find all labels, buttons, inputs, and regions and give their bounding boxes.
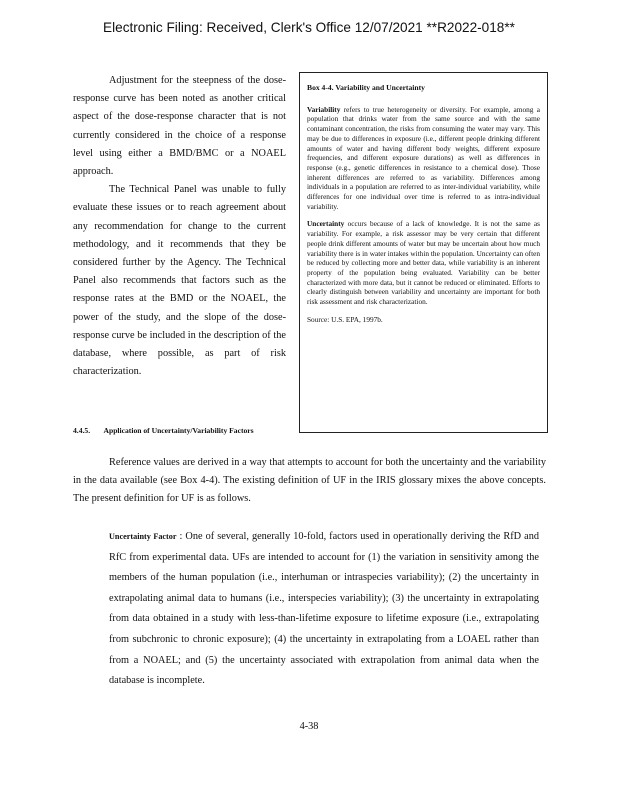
section-heading xyxy=(73,424,313,437)
uncertainty-term: Uncertainty xyxy=(307,219,345,229)
uncertainty-text: occurs because of a lack of knowledge. It is not the same as variability. For example, a risk assessor may be very certain that different people drink different amounts of water but may be uncertain about how much variability there is in water intakes within the population. Uncertainty can often be reduced by collecting more and better data, while variability is an inherent property of the population being evaluated. Variability can be better characterized with more data, but it cannot be reduced or eliminated. Efforts to clearly distinguish between variability and uncertainty are important for both risk assessment and risk characterization. xyxy=(307,219,540,307)
definition-term: Uncertainty Factor xyxy=(109,532,177,541)
definition-text: : One of several, generally 10-fold, factors used in operationally deriving the RfD and RfC from experimental data. UFs are intended to account for (1) the variation in sensitivity among the members of the human population (i.e., interhuman or intraspecies variability); (2) the uncertainty in extrapolating animal data to humans (i.e., interspecies variability); (3) the uncertainty in extrapolating from data obtained in a study with less-than-lifetime exposure to lifetime exposure (i.e., extrapolating from subchronic to chronic exposure); (4) the uncertainty in extrapolating from a LOAEL rather than from a NOAEL; and (5) the uncertainty associated with extrapolation from animal data when the database is incomplete. xyxy=(109,531,540,687)
box-uncertainty-paragraph xyxy=(307,219,540,306)
uf-definition xyxy=(109,527,539,692)
page-number: 4-38 xyxy=(299,721,319,732)
box-variability-paragraph xyxy=(307,105,540,212)
left-paragraph-2: The Technical Panel was unable to fully evaluate these issues or to reach agreement about any recommendation for change to the current methodology, and it recommends that they be considered further by the Agency. The Technical Panel also recommends that factors such as the response rates at the BMD or the NOAEL, the power of the study, and the slope of the dose-response curve be included in the description of the database, where possible, as part of risk characterization. xyxy=(73,184,286,378)
section-number: 4.4.5. xyxy=(73,426,91,435)
filing-header: Electronic Filing: Received, Clerk's Office 12/07/2021 **R2022-018** xyxy=(103,20,515,35)
body-paragraph: Reference values are derived in a way that attempts to account for both the uncertainty and the variability in the data available (see Box 4-4). The existing definition of UF in the IRIS glossary mixes the above concepts. The present definition for UF is as follows. xyxy=(73,457,546,505)
left-column xyxy=(73,72,286,381)
section-title: Application of Uncertainty/Variability Factors xyxy=(103,426,254,435)
body-text xyxy=(73,454,546,509)
box-source: Source: U.S. EPA, 1997b. xyxy=(307,314,383,324)
variability-term: Variability xyxy=(307,104,341,114)
box-title: Box 4-4. Variability and Uncertainty xyxy=(307,83,425,92)
box-variability-uncertainty xyxy=(299,72,548,433)
left-paragraph-1: Adjustment for the steepness of the dose-response curve has been noted as another critical aspect of the dose-response character that is not currently considered in the choice of a response level using either a BMD/BMC or a NOAEL approach. xyxy=(73,75,286,178)
variability-text: refers to true heterogeneity or diversity. For example, among a population that drinks water from the same source and with the same contaminant concentration, the risks from consuming the water may vary. This may be due to differences in exposure (i.e., different people drinking different amounts of water and having different body weights, different exposure frequencies, and different exposure durations) as well as differences in response (e.g., genetic differences in resistance to a chemical dose). Those inherent differences are referred to as variability. Differences among individuals in a population are referred to as inter-individual variability, while differences for one individual over time is referred to as intra-individual variability. xyxy=(307,104,540,211)
